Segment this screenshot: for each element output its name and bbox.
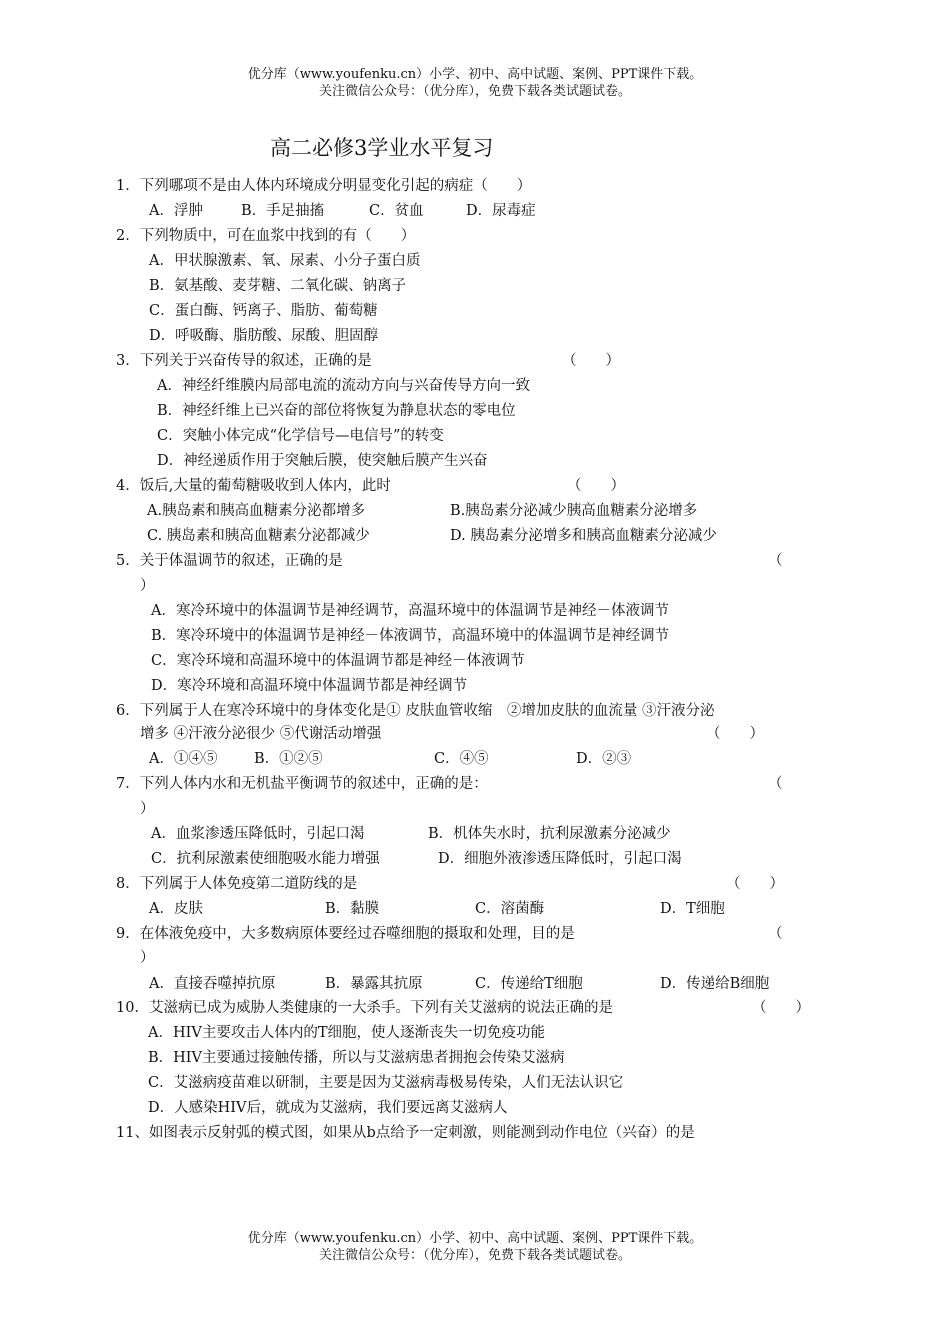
question-8-stem: 8．下列属于人体免疫第二道防线的是 [116, 876, 358, 892]
header-line-2: 关注微信公众号：（优分库），免费下载各类试题试卷。 [318, 84, 631, 99]
question-8-option-c: C．溶菌酶 [475, 901, 545, 917]
question-3-stem: 3．下列关于兴奋传导的叙述，正确的是 [116, 353, 372, 369]
question-4-answer-paren: （ ） [567, 478, 625, 494]
question-9-paren-close: ） [140, 950, 155, 966]
question-1-option-b: B．手足抽搐 [241, 203, 325, 219]
question-6-option-c: C．④⑤ [434, 751, 489, 767]
page-header [0, 66, 950, 100]
question-4-option-c: C. 胰岛素和胰高血糖素分泌都减少 [147, 528, 370, 544]
question-10-option-c: C．艾滋病疫苗难以研制，主要是因为艾滋病毒极易传染，人们无法认识它 [148, 1075, 624, 1091]
question-1-option-c: C．贫血 [369, 203, 424, 219]
question-5-option-b: B．寒冷环境中的体温调节是神经－体液调节，高温环境中的体温调节是神经调节 [151, 628, 670, 644]
question-4-option-d: D. 胰岛素分泌增多和胰高血糖素分泌减少 [450, 528, 717, 544]
question-5-paren-close: ） [140, 578, 155, 594]
question-10-option-a: A．HIV主要攻击人体内的T细胞，使人逐渐丧失一切免疫功能 [148, 1025, 545, 1041]
question-9-option-b: B．暴露其抗原 [325, 976, 423, 992]
question-6-answer-paren: （ ） [706, 726, 764, 742]
question-7-option-d: D．细胞外液渗透压降低时，引起口渴 [438, 851, 682, 867]
question-4-option-b: B.胰岛素分泌减少胰高血糖素分泌增多 [450, 503, 698, 519]
question-9-paren-open: （ [768, 926, 783, 942]
question-6-option-a: A．①④⑤ [149, 751, 218, 767]
question-1-stem: 1．下列哪项不是由人体内环境成分明显变化引起的病症（ ） [116, 178, 532, 194]
question-9-option-a: A．直接吞噬掉抗原 [149, 976, 276, 992]
question-5-option-c: C．寒冷环境和高温环境中的体温调节都是神经－体液调节 [151, 653, 525, 669]
question-5-stem: 5．关于体温调节的叙述，正确的是 [116, 553, 343, 569]
question-10-option-d: D．人感染HIV后，就成为艾滋病，我们要远离艾滋病人 [148, 1100, 508, 1116]
question-7-option-b: B．机体失水时，抗利尿激素分泌减少 [428, 826, 671, 842]
question-2-option-d: D．呼吸酶、脂肪酸、尿酸、胆固醇 [149, 328, 379, 344]
question-2-option-b: B．氨基酸、麦芽糖、二氧化碳、钠离子 [149, 278, 407, 294]
question-2-option-c: C．蛋白酶、钙离子、脂肪、葡萄糖 [149, 303, 378, 319]
question-6-stem-line-2: 增多 ④汗液分泌很少 ⑤代谢活动增强 [140, 726, 382, 742]
question-10-stem: 10．艾滋病已成为威胁人类健康的一大杀手。下列有关艾滋病的说法正确的是 [116, 1000, 613, 1016]
question-6-stem-line-1: 6．下列属于人在寒冷环境中的身体变化是① 皮肤血管收缩 ②增加皮肤的血流量 ③汗液分泌 [116, 703, 715, 719]
footer-line-2: 关注微信公众号：（优分库），免费下载各类试题试卷。 [318, 1248, 631, 1263]
question-9-option-d: D．传递给B细胞 [660, 976, 770, 992]
question-7-stem: 7．下列人体内水和无机盐平衡调节的叙述中，正确的是： [116, 776, 488, 792]
question-8-option-b: B．黏膜 [325, 901, 380, 917]
question-11-stem: 11、如图表示反射弧的模式图，如果从b点给予一定刺激，则能测到动作电位（兴奋）的是 [116, 1125, 695, 1141]
question-5-paren-open: （ [768, 553, 783, 569]
question-6-option-d: D．②③ [576, 751, 632, 767]
question-5-option-a: A．寒冷环境中的体温调节是神经调节，高温环境中的体温调节是神经－体液调节 [151, 603, 669, 619]
question-2-option-a: A．甲状腺激素、氧、尿素、小分子蛋白质 [149, 253, 421, 269]
question-10-answer-paren: （ ） [752, 1000, 810, 1016]
question-3-option-a: A．神经纤维膜内局部电流的流动方向与兴奋传导方向一致 [157, 378, 530, 394]
question-3-option-b: B．神经纤维上已兴奋的部位将恢复为静息状态的零电位 [157, 403, 516, 419]
question-8-option-a: A．皮肤 [149, 901, 203, 917]
question-4-stem: 4．饭后,大量的葡萄糖吸收到人体内，此时 [116, 478, 391, 494]
page-footer [0, 1230, 950, 1264]
question-7-option-c: C．抗利尿激素使细胞吸水能力增强 [151, 851, 380, 867]
question-9-option-c: C．传递给T细胞 [475, 976, 583, 992]
question-1-option-d: D．尿毒症 [466, 203, 536, 219]
question-10-option-b: B．HIV主要通过接触传播，所以与艾滋病患者拥抱会传染艾滋病 [148, 1050, 565, 1066]
footer-line-1: 优分库（www.youfenku.cn）小学、初中、高中试题、案例、PPT课件下载。 [247, 1231, 703, 1246]
question-7-option-a: A．血浆渗透压降低时，引起口渴 [151, 826, 365, 842]
question-8-option-d: D．T细胞 [660, 901, 725, 917]
header-line-1: 优分库（www.youfenku.cn）小学、初中、高中试题、案例、PPT课件下载。 [247, 67, 703, 82]
question-9-stem: 9．在体液免疫中，大多数病原体要经过吞噬细胞的摄取和处理，目的是 [116, 926, 575, 942]
question-8-answer-paren: （ ） [726, 876, 784, 892]
question-3-option-d: D．神经递质作用于突触后膜，使突触后膜产生兴奋 [157, 453, 488, 469]
question-7-paren-close: ） [140, 801, 155, 817]
question-5-option-d: D．寒冷环境和高温环境中体温调节都是神经调节 [151, 678, 468, 694]
document-title: 高二必修3学业水平复习 [270, 136, 494, 160]
question-3-option-c: C．突触小体完成“化学信号—电信号”的转变 [157, 428, 444, 444]
question-3-answer-paren: （ ） [562, 353, 620, 369]
question-4-option-a: A.胰岛素和胰高血糖素分泌都增多 [147, 503, 366, 519]
question-2-stem: 2．下列物质中，可在血浆中找到的有（ ） [116, 228, 416, 244]
question-7-paren-open: （ [768, 776, 783, 792]
question-1-option-a: A．浮肿 [149, 203, 203, 219]
question-6-option-b: B．①②⑤ [254, 751, 323, 767]
